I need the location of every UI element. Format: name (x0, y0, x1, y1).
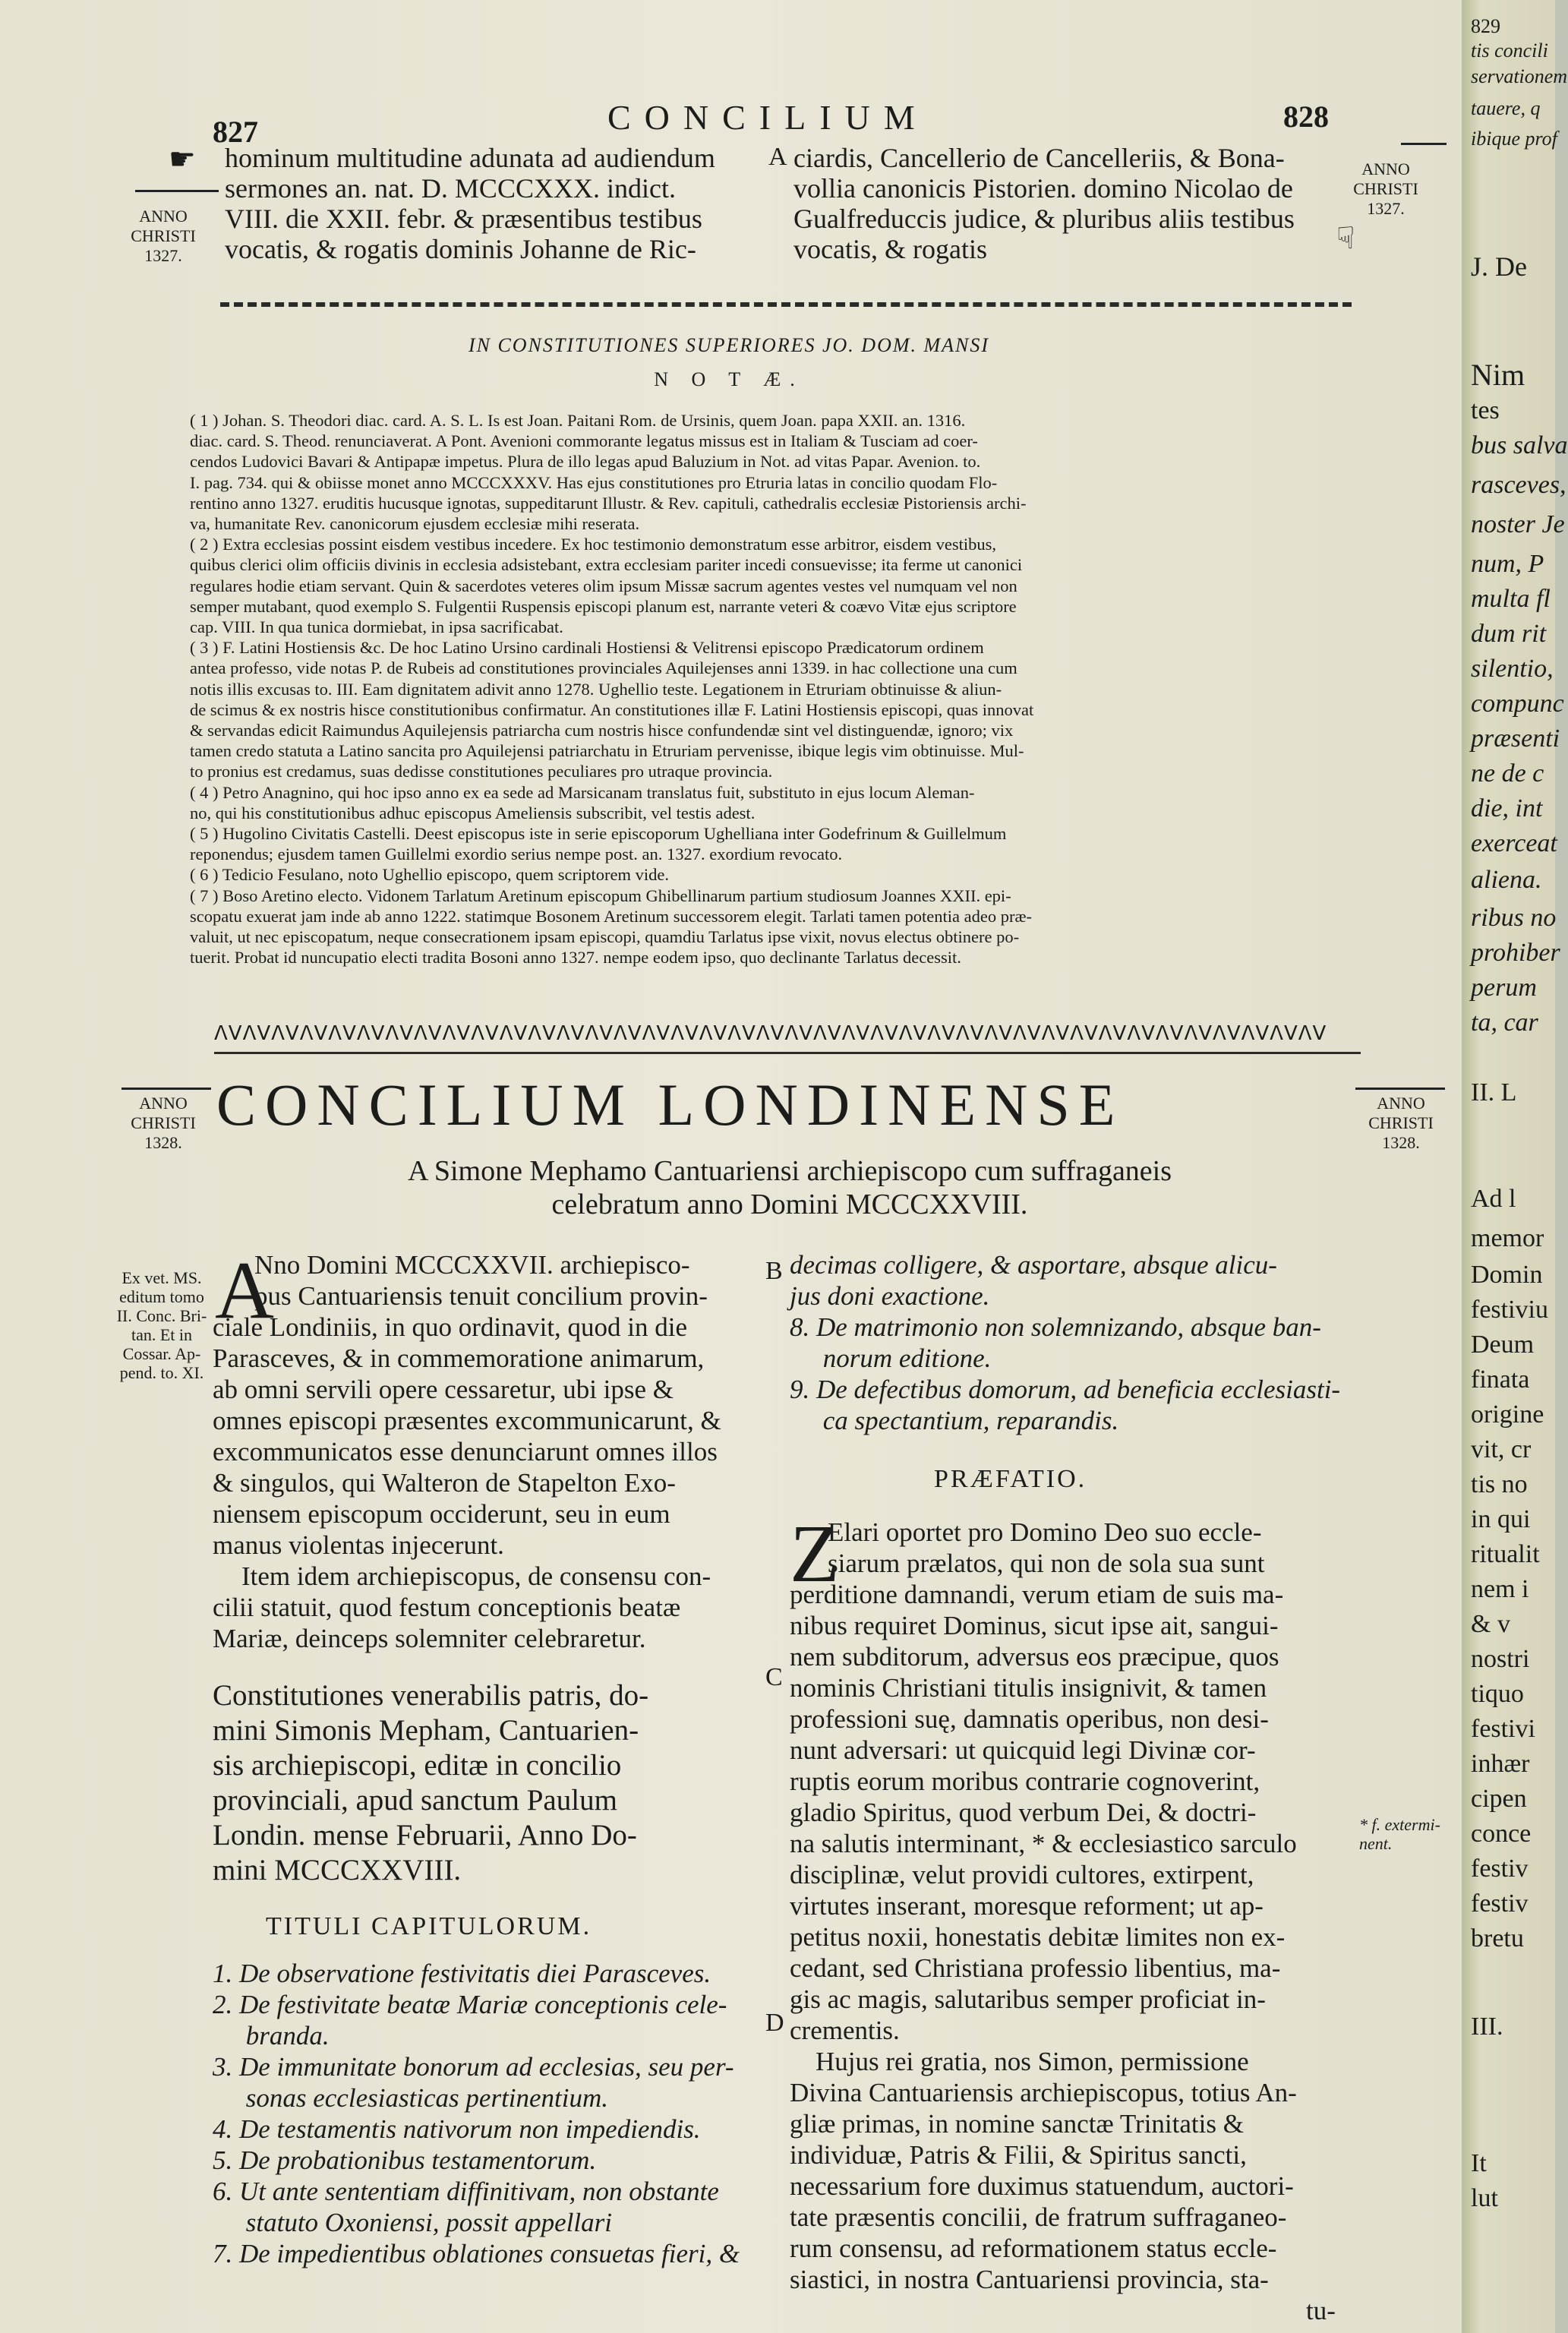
side-letter-d: D (765, 2009, 784, 2037)
pointing-hand-down-icon: ☟ (1336, 221, 1355, 255)
anno-christi-mid-right: ANNO CHRISTI 1328. (1368, 1094, 1434, 1152)
note-line: ( 2 ) Extra ecclesias possint eisdem vestibus incedere. Ex hoc testimonio demonstratum esse arbitror, eisdem vestibus, (190, 535, 996, 554)
margin-note-source: Ex vet. MS. editum tomo II. Conc. Bri- tan. Et in Cossar. Ap- pend. to. XI. (116, 1268, 207, 1382)
note-line: to pronius est credamus, suas dedisse constitutiones peculiares pro utraque provincia. (190, 762, 773, 781)
left-page-number: 827 (213, 115, 258, 149)
column-1: Nno Domini MCCCXXVII. archiepisco- pus Cantuariensis tenuit concilium provin- ciale Londiniis, in quo ordinavit, quod in die Parasceves, & in commemoratione animarum, ab omni servili opere cessaretur, ubi ipse & omnes episcopi præsentes excommunicarunt, & excommunicatos esse denunciarunt omnes illos & singulos, qui Walteron de Stapelton Exo- niensem episcopum occiderunt, seu in eum manus violentas injecerunt. Item idem archiepiscopus, de consensu con- cilii statuit, quod festum conceptionis beatæ Mariæ, deinceps solemniter celebraretur. Constitutiones venerabilis patris, do- mini Simonis Mepham, Cantuarien- sis archiepiscopi, editæ in concilio provinciali, apud sanctum Paulum Londin. mense Februarii, Anno Do- mini MCCCXXVIII. TITULI CAPITULORUM. 1. De observatione festivitatis diei Parasceves. 2. De festivitate beatæ Mariæ conceptionis cele- branda. 3. De immunitate bonorum ad ecclesias, seu per- sonas ecclesiasticas pertinentium. 4. De testamentis nativorum non impediendis. 5. De probationibus testamentorum. 6. Ut ante sententiam diffinitivam, non obstante statuto Oxoniensi, possit appellari 7. De impedientibus oblationes consuetas fieri, & (213, 1249, 767, 2269)
note-line: ( 6 ) Tedicio Fesulano, noto Ughellio episcopo, quem scriptorem vide. (190, 865, 670, 885)
note-line: ( 7 ) Boso Aretino electo. Vidonem Tarlatum Aretinum episcopum Ghibellinarum partium studiosum Joannes XXII. epi- (190, 886, 1011, 905)
note-line: semper mutabant, quod exemplo S. Fulgentii Ruspensis episcopi planum est, narrante veteri & coævo Vitæ ejus scriptore (190, 596, 1017, 616)
note-line: cap. VIII. In qua tunica dormiebat, in ipsa sacrificabat. (190, 617, 563, 637)
side-letter-a: A (768, 143, 787, 171)
note-line: quibus clerici olim officiis divinis in ecclesia adsistebant, extra ecclesiam pariter incedi consuevisse; ita ferme ut canonici (190, 555, 1023, 575)
margin-dash-right (1401, 143, 1447, 145)
anno-christi-top-left: ANNO CHRISTI 1327. (131, 207, 196, 265)
note-line: de scimus & ex nostris hisce constitutionibus confirmatur. An constitutiones illæ F. Latini Hostiensis episcopi, quas innovat (190, 699, 1034, 719)
notes-subtitle: N O T Æ. (654, 368, 804, 390)
note-line: ( 4 ) Petro Anagnino, qui hoc ipso anno ex ea sede ad Marsicanam translatus fuit, substituto in ejus locum Aleman- (190, 782, 975, 802)
note-line: & servandas edicit Raimundus Aquilejensis patriarcha cum nostris hisce confundendæ sint vel distinguendæ, ignoro; vix (190, 721, 1014, 740)
drop-cap-a: A (215, 1245, 274, 1336)
top-right-column: ciardis, Cancellerio de Cancelleriis, & Bona- vollia canonicis Pistorien. domino Nicolao de Gualfreduccis judice, & pluribus aliis testibus vocatis, & rogatis (793, 143, 1295, 264)
note-line: scopatu exuerat jam inde ab anno 1222. statimque Bosonem Aretinum successorem elegit. Tarlati tamen potentia adeo præ- (190, 906, 1032, 926)
drop-cap-z: Z (790, 1509, 840, 1599)
note-line: rentino anno 1327. eruditis hucusque ignotas, suppeditarunt Illustr. & Rev. capituli, cathedralis ecclesiæ Pistoriensis archi- (190, 493, 1027, 513)
pointing-hand-icon: ☛ (169, 142, 196, 176)
top-left-column: hominum multitudine adunata ad audiendum sermones an. nat. D. MCCCXXX. indict. VIII. die XXII. febr. & præsentibus testibus vocatis, & rogatis dominis Johanne de Ric- (225, 143, 715, 264)
margin-dash-left (135, 190, 219, 192)
praefatio-heading: PRÆFATIO. (934, 1465, 1087, 1493)
margin-note-emendation: * f. extermi- nent. (1359, 1815, 1440, 1853)
separator-rule-top (220, 302, 1352, 307)
council-title: CONCILIUM LONDINENSE (216, 1072, 1125, 1138)
side-letter-b: B (765, 1257, 783, 1285)
tituli-heading: TITULI CAPITULORUM. (266, 1912, 592, 1940)
council-subtitle: A Simone Mephamo Cantuariensi archiepiscopo cum suffraganeis celebratum anno Domini MCCCXXVIII. (407, 1155, 1172, 1220)
note-line: regulares hodie etiam servant. Quin & sacerdotes veteres olim ipsum Missæ sacrum agentes vestes vel numquam vel non (190, 576, 1017, 595)
note-line: valuit, ut nec episcopatum, neque consecrationem ipsam episcopi, quamdiu Tarlatus ipse vixit, novus electus obtinere po- (190, 927, 1020, 947)
note-line: tuerit. Probat id nuncupatio electi tradita Bosoni anno 1327. nempe eodem ipso, quo declinante Tarlatus decessit. (190, 948, 961, 968)
note-line: cendos Ludovici Bavari & Antipapæ impetus. Plura de illo legas apud Baluzium in Not. ad vitas Papar. Avenion. to. (190, 452, 981, 472)
note-line: antea professo, vide notas P. de Rubeis ad constitutiones provinciales Aquilejenses anni 1339. in hac collectione una cum (190, 658, 1017, 678)
column-2: decimas colligere, & asportare, absque alicu- jus doni exactione. 8. De matrimonio non solemnizando, absque ban- norum editione. 9. De defectibus domorum, ad beneficia ecclesiasti- ca spectantium, reparandis. PRÆFATIO. Z Elari oportet pro Domino Deo suo eccle- siarum prælatos, qui non de sola sua sunt perditione damnandi, verum etiam de suis ma- nibus requiret Dominus, sicut ipse ait, sangui- nem subditorum, adversus eos præcipue, quos nominis Christiani titulis insignivit, & tamen professioni suę, damnatis operibus, non desi- nunt adversari: ut quicquid legi Divinæ cor- ruptis eorum moribus contrarie cognoverint, gladio Spiritus, quod verbum Dei, & doctri- na salutis interminant, * & ecclesiastico sarculo disciplinæ, velut providi cultores, extirpent, virtutes inserant, moresque reforment; ut ap- petitus noxii, honestatis debitæ limites non ex- cedant, sed Christiana professio libentius, ma- gis ac magis, salutaribus semper proficiat in- crementis. Hujus rei gratia, nos Simon, permissione Divina Cantuariensis archiepiscopus, totius An- gliæ primas, in nomine sanctæ Trinitatis & individuæ, Patris & Filii, & Spiritus sancti, necessarium fore duximus statuendum, auctori- tate præsentis concilii, de fratrum suffraganeo- rum consensu, ad reformationem status eccle- siastici, in nostra Cantuariensi provincia, sta- tu- (790, 1249, 1367, 2326)
right-page-number: 828 (1283, 99, 1329, 134)
separator-rule-mid (214, 1052, 1361, 1054)
ornament-border: ᐱᐯᐱᐯᐱᐯᐱᐯᐱᐯᐱᐯᐱᐯᐱᐯᐱᐯᐱᐯᐱᐯᐱᐯᐱᐯᐱᐯᐱᐯᐱᐯᐱᐯᐱᐯᐱᐯᐱᐯᐱᐯᐱᐯᐱᐯᐱᐯᐱᐯᐱᐯᐱᐯᐱᐯᐱᐯᐱᐯᐱᐯᐱᐯᐱᐯᐱᐯᐱᐯᐱᐯᐱᐯᐱᐯᐱᐯ (214, 1022, 1327, 1044)
note-line: I. pag. 734. qui & obiisse monet anno MCCCXXXV. Has ejus constitutiones pro Etruria latas in concilio quodam Flo- (190, 472, 998, 492)
running-head: CONCILIUM (607, 98, 929, 137)
anno-rule-left (121, 1088, 211, 1090)
anno-rule-right (1355, 1088, 1445, 1090)
note-line: notis illis excusas to. III. Eam dignitatem adivit anno 1278. Ughellio teste. Legationem in Etruriam obtinuisse & aliun- (190, 679, 1002, 699)
note-line: tamen credo statuta a Latino sancita pro Aquilejensi patriarchatu in Etruriam pervenisse, ibique legis vim obtinuisse. Mul- (190, 741, 1024, 761)
note-line: reponendus; ejusdem tamen Guillelmi exordio serius nempe post. an. 1327. exordium revocato. (190, 844, 843, 864)
anno-christi-mid-left: ANNO CHRISTI 1328. (131, 1094, 196, 1152)
side-letter-c: C (765, 1663, 783, 1691)
note-line: diac. card. S. Theod. renunciaverat. A Pont. Avenioni commorante legatus missus est in Italiam & Tusciam ad coer- (190, 431, 978, 451)
note-line: va, humanitate Rev. canonicorum ejusdem ecclesiæ mihi reserata. (190, 514, 640, 534)
facing-page-fragment: 829 tis concili servationem tauere, q ibique prof J. De Nim tes bus salva rasceves, noster Je num, P multa fl dum rit silentio, compunc præsenti ne de c die, int exerceat aliena. ribus no prohiber perum ta, car II. L Ad l memor Domin festiviu Deum finata origine vit, cr tis no in qui ritualit nem i & v nostri tiquo festivi inhær cipen conce festiv festiv bretu III. It lut (1462, 0, 1555, 2333)
note-line: ( 5 ) Hugolino Civitatis Castelli. Deest episcopus iste in serie episcoporum Ughelliana inter Godefrinum & Guillelmum (190, 824, 1007, 844)
note-line: ( 1 ) Johan. S. Theodori diac. card. A. S. L. Is est Joan. Paitani Rom. de Ursinis, quem Joan. papa XXII. an. 1316. (190, 411, 966, 430)
notes-title: IN CONSTITUTIONES SUPERIORES JO. DOM. MANSI (468, 334, 990, 356)
note-line: no, qui his constitutionibus adhuc episcopus Ameliensis subscribit, vel testis adest. (190, 803, 756, 822)
anno-christi-top-right: ANNO CHRISTI 1327. (1353, 159, 1418, 218)
note-line: ( 3 ) F. Latini Hostiensis &c. De hoc Latino Ursino cardinali Hostiensi & Velitrensi episcopo Prædicatorum ordinem (190, 638, 984, 658)
notes-block (190, 410, 1033, 968)
